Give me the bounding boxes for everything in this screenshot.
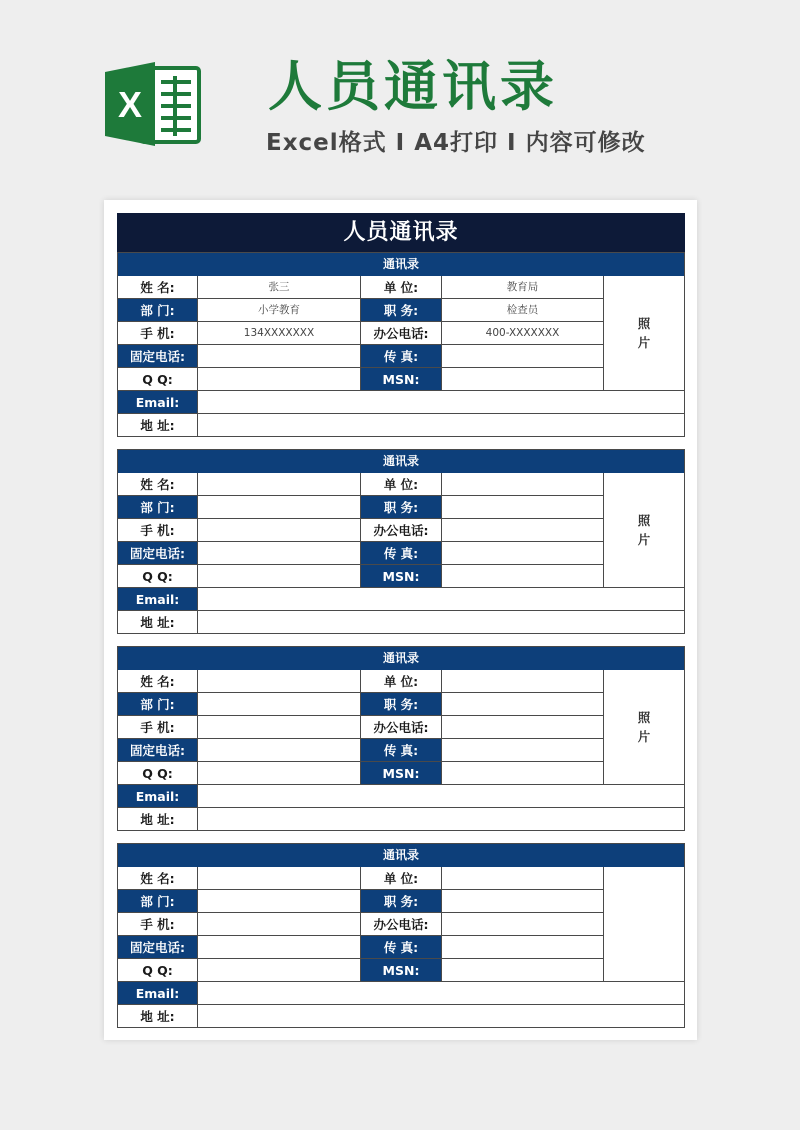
- label-name: 姓 名:: [118, 473, 198, 496]
- label-msn: MSN:: [361, 565, 442, 588]
- field-qq[interactable]: [198, 762, 361, 785]
- field-landline[interactable]: [198, 936, 361, 959]
- field-office_phone[interactable]: [442, 913, 604, 936]
- label-fax: 传 真:: [361, 739, 442, 762]
- label-landline: 固定电话:: [118, 542, 198, 565]
- label-office_phone: 办公电话:: [361, 913, 442, 936]
- label-position: 职 务:: [361, 299, 442, 322]
- subtitle-separator: I: [395, 130, 406, 156]
- label-dept: 部 门:: [118, 890, 198, 913]
- field-mobile[interactable]: [198, 716, 361, 739]
- field-dept[interactable]: [198, 693, 361, 716]
- field-name[interactable]: [198, 867, 361, 890]
- subtitle-editable: 内容可修改: [525, 130, 646, 156]
- photo-box[interactable]: [604, 867, 684, 982]
- field-address[interactable]: [198, 1005, 684, 1028]
- document-title: 人员通讯录: [117, 213, 685, 252]
- photo-box[interactable]: [604, 670, 684, 785]
- label-unit: 单 位:: [361, 867, 442, 890]
- field-msn[interactable]: [442, 762, 604, 785]
- label-fax: 传 真:: [361, 936, 442, 959]
- field-landline[interactable]: [198, 739, 361, 762]
- section-heading: 通讯录: [118, 647, 684, 670]
- label-office_phone: 办公电话:: [361, 322, 442, 345]
- section-heading: 通讯录: [118, 450, 684, 473]
- label-unit: 单 位:: [361, 276, 442, 299]
- label-msn: MSN:: [361, 368, 442, 391]
- label-email: Email:: [118, 391, 198, 414]
- field-landline[interactable]: [198, 345, 361, 368]
- page-title: 人员通讯录: [268, 55, 558, 118]
- field-unit[interactable]: [442, 670, 604, 693]
- field-fax[interactable]: [442, 936, 604, 959]
- field-address[interactable]: [198, 414, 684, 437]
- field-email[interactable]: [198, 391, 684, 414]
- field-name[interactable]: 张三: [198, 276, 361, 299]
- field-msn[interactable]: [442, 565, 604, 588]
- field-office_phone[interactable]: [442, 716, 604, 739]
- field-fax[interactable]: [442, 739, 604, 762]
- field-unit[interactable]: 教育局: [442, 276, 604, 299]
- subtitle-print: A4打印: [414, 130, 499, 156]
- field-email[interactable]: [198, 588, 684, 611]
- field-name[interactable]: [198, 473, 361, 496]
- field-office_phone[interactable]: [442, 519, 604, 542]
- field-qq[interactable]: [198, 565, 361, 588]
- label-address: 地 址:: [118, 414, 198, 437]
- label-address: 地 址:: [118, 611, 198, 634]
- label-dept: 部 门:: [118, 496, 198, 519]
- label-qq: Q Q:: [118, 565, 198, 588]
- excel-logo-icon: [103, 60, 203, 148]
- subtitle-separator: I: [507, 130, 517, 156]
- document-paper: [104, 200, 697, 1040]
- field-position[interactable]: [442, 693, 604, 716]
- photo-label: 照片: [637, 316, 651, 350]
- field-address[interactable]: [198, 611, 684, 634]
- label-address: 地 址:: [118, 1005, 198, 1028]
- field-position[interactable]: [442, 496, 604, 519]
- field-mobile[interactable]: [198, 519, 361, 542]
- label-qq: Q Q:: [118, 762, 198, 785]
- photo-box[interactable]: [604, 276, 684, 391]
- label-address: 地 址:: [118, 808, 198, 831]
- field-unit[interactable]: [442, 473, 604, 496]
- photo-label: 照片: [637, 513, 651, 547]
- label-msn: MSN:: [361, 959, 442, 982]
- page-subtitle: [266, 126, 646, 160]
- label-mobile: 手 机:: [118, 913, 198, 936]
- label-landline: 固定电话:: [118, 936, 198, 959]
- label-name: 姓 名:: [118, 670, 198, 693]
- field-mobile[interactable]: 134XXXXXXX: [198, 322, 361, 345]
- field-msn[interactable]: [442, 368, 604, 391]
- section-heading: 通讯录: [118, 844, 684, 867]
- label-email: Email:: [118, 785, 198, 808]
- label-msn: MSN:: [361, 762, 442, 785]
- label-name: 姓 名:: [118, 867, 198, 890]
- label-mobile: 手 机:: [118, 519, 198, 542]
- field-address[interactable]: [198, 808, 684, 831]
- label-landline: 固定电话:: [118, 739, 198, 762]
- field-mobile[interactable]: [198, 913, 361, 936]
- label-unit: 单 位:: [361, 670, 442, 693]
- field-dept[interactable]: 小学教育: [198, 299, 361, 322]
- label-fax: 传 真:: [361, 542, 442, 565]
- field-fax[interactable]: [442, 542, 604, 565]
- contact-section: [117, 449, 685, 634]
- photo-box[interactable]: [604, 473, 684, 588]
- label-landline: 固定电话:: [118, 345, 198, 368]
- subtitle-format: Excel格式: [266, 130, 387, 156]
- label-fax: 传 真:: [361, 345, 442, 368]
- field-fax[interactable]: [442, 345, 604, 368]
- label-email: Email:: [118, 588, 198, 611]
- photo-label: 照片: [637, 710, 651, 744]
- field-unit[interactable]: [442, 867, 604, 890]
- field-qq[interactable]: [198, 959, 361, 982]
- field-email[interactable]: [198, 785, 684, 808]
- label-dept: 部 门:: [118, 693, 198, 716]
- label-office_phone: 办公电话:: [361, 716, 442, 739]
- label-qq: Q Q:: [118, 959, 198, 982]
- contact-section: [117, 843, 685, 1028]
- field-position[interactable]: [442, 890, 604, 913]
- field-office_phone[interactable]: 400-XXXXXXX: [442, 322, 604, 345]
- field-dept[interactable]: [198, 890, 361, 913]
- label-name: 姓 名:: [118, 276, 198, 299]
- label-position: 职 务:: [361, 890, 442, 913]
- label-mobile: 手 机:: [118, 322, 198, 345]
- label-dept: 部 门:: [118, 299, 198, 322]
- label-office_phone: 办公电话:: [361, 519, 442, 542]
- label-position: 职 务:: [361, 496, 442, 519]
- field-landline[interactable]: [198, 542, 361, 565]
- label-unit: 单 位:: [361, 473, 442, 496]
- logo-letter: X: [117, 84, 143, 125]
- field-msn[interactable]: [442, 959, 604, 982]
- label-qq: Q Q:: [118, 368, 198, 391]
- label-position: 职 务:: [361, 693, 442, 716]
- field-position[interactable]: 检查员: [442, 299, 604, 322]
- field-qq[interactable]: [198, 368, 361, 391]
- label-email: Email:: [118, 982, 198, 1005]
- section-heading: 通讯录: [118, 253, 684, 276]
- field-name[interactable]: [198, 670, 361, 693]
- field-dept[interactable]: [198, 496, 361, 519]
- field-email[interactable]: [198, 982, 684, 1005]
- label-mobile: 手 机:: [118, 716, 198, 739]
- contact-section: [117, 252, 685, 437]
- contact-section: [117, 646, 685, 831]
